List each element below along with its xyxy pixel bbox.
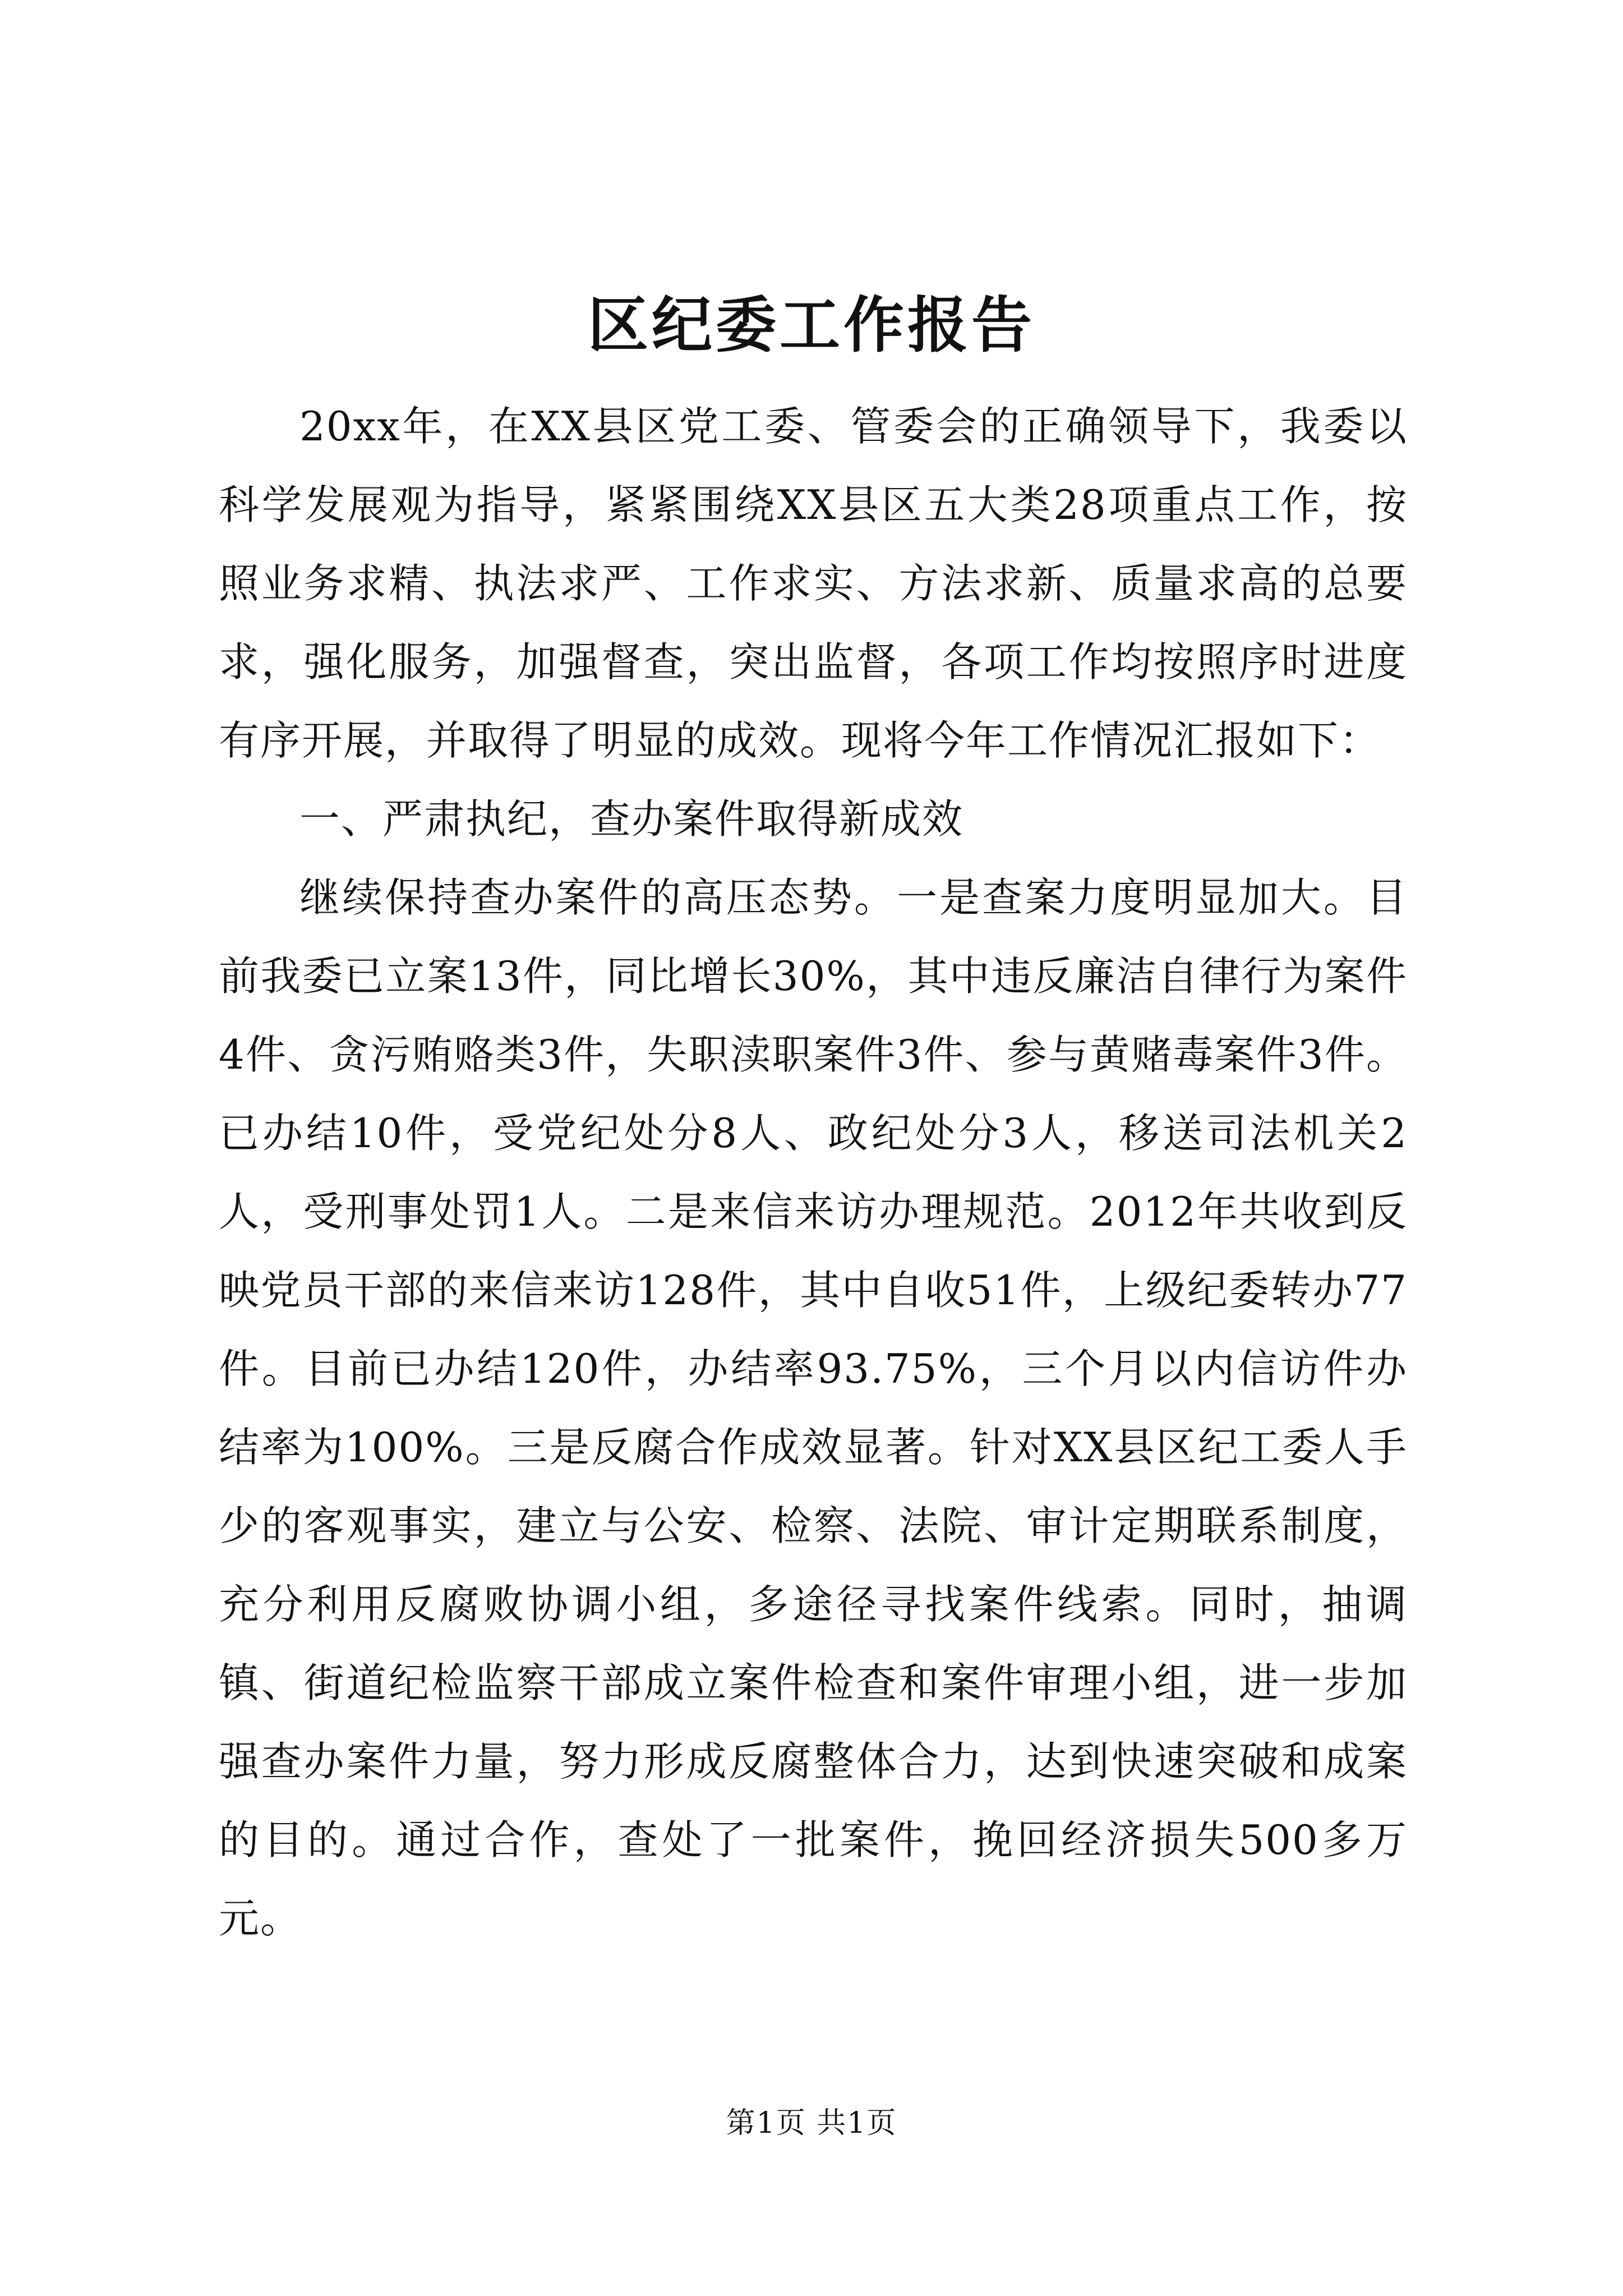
section-paragraph: 继续保持查办案件的高压态势。一是查案力度明显加大。目前我委已立案13件，同比增长30%，其中违反廉洁自律行为案件4件、贪污贿赂类3件，失职渎职案件3件、参与黄赌毒案件3件。已办结10件，受党纪处分8人、政纪处分3人，移送司法机关2人，受刑事处罚1人。二是来信来访办理规范。2012年共收到反映党员干部的来信来访128件，其中自收51件，上级纪委转办77件。目前已办结120件，办结率93.75%，三个月以内信访件办结率为100%。三是反腐合作成效显著。针对XX县区纪工委人手少的客观事实，建立与公安、检察、法院、审计定期联系制度，充分利用反腐败协调小组，多途径寻找案件线索。同时，抽调镇、街道纪检监察干部成立案件检查和案件审理小组，进一步加强查办案件力量，努力形成反腐整体合力，达到快速突破和成案的目的。通过合作，查处了一批案件，挽回经济损失500多万元。 xyxy=(219,874,1408,1942)
document-body xyxy=(219,387,1408,1958)
page-footer: 第1页 共1页 xyxy=(726,2106,897,2140)
intro-paragraph: 20xx年，在XX县区党工委、管委会的正确领导下，我委以科学发展观为指导，紧紧围绕XX县区五大类28项重点工作，按照业务求精、执法求严、工作求实、方法求新、质量求高的总要求，强化服务，加强督查，突出监督，各项工作均按照序时进度有序开展，并取得了明显的成效。现将今年工作情况汇报如下： xyxy=(219,403,1408,764)
document-title: 区纪委工作报告 xyxy=(587,290,1035,361)
section-heading: 一、严肃执纪，查办案件取得新成效 xyxy=(299,795,964,843)
